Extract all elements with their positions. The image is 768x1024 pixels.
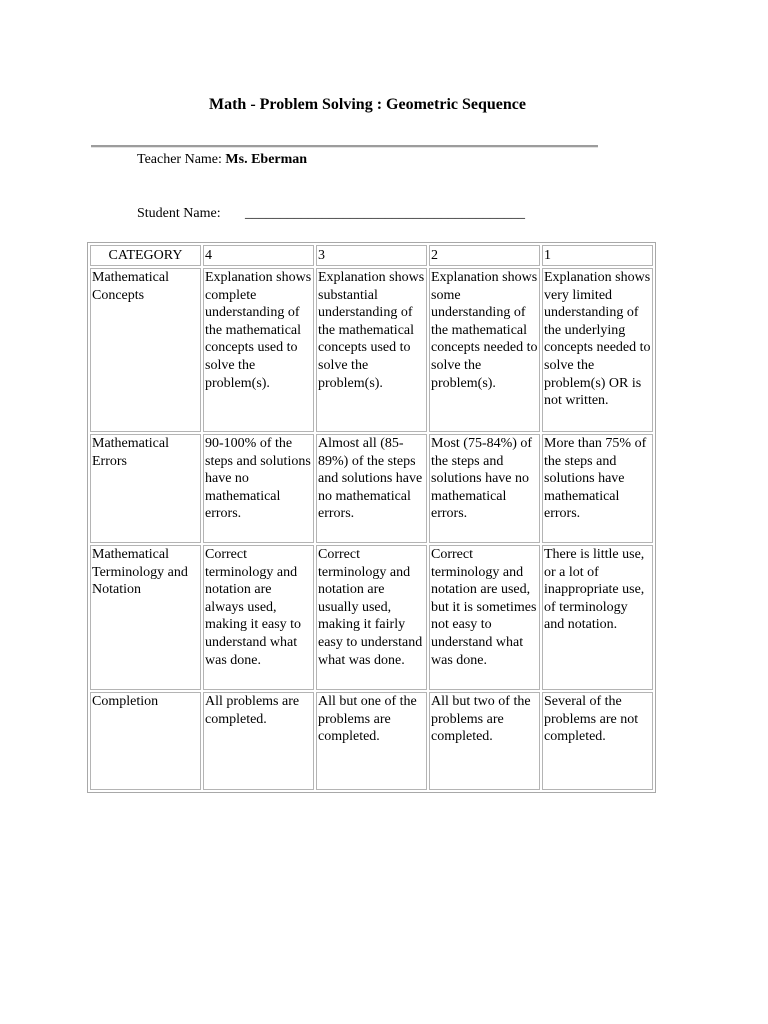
table-cell: Correct terminology and notation are usually used, making it fairly easy to understand what was done. [316, 545, 427, 690]
rubric-table [87, 242, 656, 793]
table-row [90, 545, 653, 690]
table-cell: Correct terminology and notation are always used, making it easy to understand what was done. [203, 545, 314, 690]
header-cell-category: CATEGORY [90, 245, 201, 266]
table-cell: Correct terminology and notation are used, but it is sometimes not easy to understand what was done. [429, 545, 540, 690]
table-header-row [90, 245, 653, 266]
header-cell-3: 3 [316, 245, 427, 266]
header-cell-2: 2 [429, 245, 540, 266]
header-cell-1: 1 [542, 245, 653, 266]
table-cell: 90-100% of the steps and solutions have no mathematical errors. [203, 434, 314, 543]
student-name-line [137, 205, 525, 223]
table-cell: Explanation shows very limited understanding of the underlying concepts needed to solve the problem(s) OR is not written. [542, 268, 653, 432]
horizontal-divider [91, 145, 598, 148]
row-category-cell: Mathematical Terminology and Notation [90, 545, 201, 690]
table-cell: Explanation shows substantial understanding of the mathematical concepts used to solve the problem(s). [316, 268, 427, 432]
teacher-name-value: Ms. Eberman [225, 152, 308, 167]
row-category-cell: Mathematical Errors [90, 434, 201, 543]
table-cell: Explanation shows complete understanding of the mathematical concepts used to solve the problem(s). [203, 268, 314, 432]
table-cell: More than 75% of the steps and solutions have mathematical errors. [542, 434, 653, 543]
teacher-name-line [137, 151, 307, 169]
table-cell: Explanation shows some understanding of the mathematical concepts needed to solve the problem(s). [429, 268, 540, 432]
table-cell: Most (75-84%) of the steps and solutions have no mathematical errors. [429, 434, 540, 543]
table-row [90, 268, 653, 432]
table-row [90, 434, 653, 543]
table-row [90, 692, 653, 790]
row-category-cell: Completion [90, 692, 201, 790]
row-category-cell: Mathematical Concepts [90, 268, 201, 432]
table-cell: All but two of the problems are completed. [429, 692, 540, 790]
table-cell: All but one of the problems are completed. [316, 692, 427, 790]
table-cell: Almost all (85-89%) of the steps and solutions have no mathematical errors. [316, 434, 427, 543]
table-cell: Several of the problems are not completed. [542, 692, 653, 790]
table-cell: There is little use, or a lot of inappropriate use, of terminology and notation. [542, 545, 653, 690]
table-cell: All problems are completed. [203, 692, 314, 790]
student-name-label: Student Name: [137, 206, 221, 221]
header-cell-4: 4 [203, 245, 314, 266]
teacher-name-label: Teacher Name: [137, 152, 222, 167]
student-name-blank: ________________________________________ [245, 206, 525, 221]
page-title: Math - Problem Solving : Geometric Sequence [209, 96, 526, 113]
